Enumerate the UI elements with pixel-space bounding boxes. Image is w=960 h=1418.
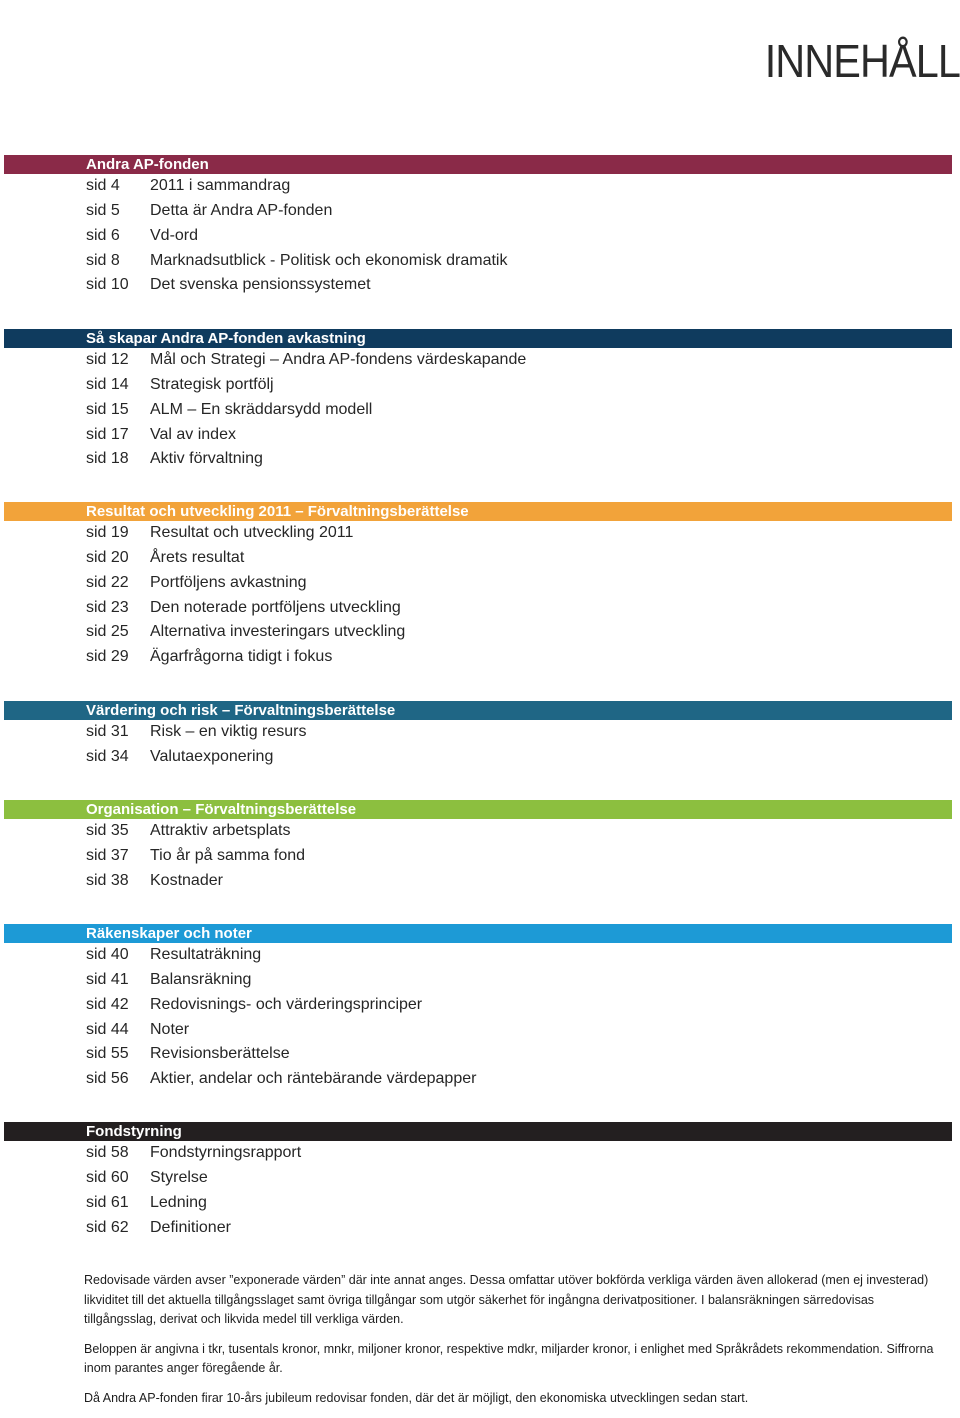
page-number: sid 18 xyxy=(86,450,129,468)
entry-list xyxy=(4,174,952,298)
toc-entry[interactable] xyxy=(4,521,952,546)
entry-list xyxy=(4,819,952,894)
section-heading: Andra AP-fonden xyxy=(4,155,952,174)
page-title: INNEHÅLL xyxy=(764,34,960,87)
page-number: sid 6 xyxy=(86,226,120,244)
page-number: sid 10 xyxy=(86,276,129,294)
page-number: sid 58 xyxy=(86,1144,129,1161)
toc-entry[interactable] xyxy=(4,993,952,1018)
entry-label: Revisionsberättelse xyxy=(150,1045,290,1063)
page-number: sid 37 xyxy=(86,846,129,864)
toc-entry[interactable] xyxy=(4,546,952,571)
page-number: sid 42 xyxy=(86,995,129,1013)
toc-entry[interactable] xyxy=(4,423,952,448)
entry-label: Attraktiv arbetsplats xyxy=(150,822,291,839)
page-number: sid 14 xyxy=(86,375,129,393)
toc-entry[interactable] xyxy=(4,596,952,621)
entry-label: Valutaexponering xyxy=(150,747,274,765)
toc-entry[interactable] xyxy=(4,1166,952,1191)
page-number: sid 20 xyxy=(86,548,129,566)
entry-label: Aktier, andelar och räntebärande värdepapper xyxy=(150,1070,477,1088)
section-heading: Så skapar Andra AP-fonden avkastning xyxy=(4,329,952,348)
page-number: sid 35 xyxy=(86,822,129,839)
toc-entry[interactable] xyxy=(4,348,952,373)
toc-entry[interactable] xyxy=(4,943,952,968)
entry-label: Portföljens avkastning xyxy=(150,573,307,591)
toc-entry[interactable] xyxy=(4,398,952,423)
section-fondstyrning xyxy=(4,1122,952,1240)
page-number: sid 40 xyxy=(86,946,129,963)
entry-label: Aktiv förvaltning xyxy=(150,450,263,468)
entry-label: Balansräkning xyxy=(150,970,252,988)
entry-label: Marknadsutblick - Politisk och ekonomisk dramatik xyxy=(150,251,508,269)
entry-label: Det svenska pensionssystemet xyxy=(150,276,371,294)
toc-entry[interactable] xyxy=(4,224,952,249)
page-number: sid 5 xyxy=(86,201,120,219)
entry-label: Val av index xyxy=(150,425,236,443)
footnotes xyxy=(84,1271,940,1418)
entry-label: Risk – en viktig resurs xyxy=(150,723,307,740)
entry-label: Styrelse xyxy=(150,1168,208,1186)
toc-entry[interactable] xyxy=(4,819,952,844)
section-andra-ap-fonden xyxy=(4,155,952,298)
section-sa-skapar-avkastning xyxy=(4,329,952,472)
toc-entry[interactable] xyxy=(4,869,952,894)
page-number: sid 41 xyxy=(86,970,129,988)
entry-label: Strategisk portfölj xyxy=(150,375,274,393)
toc-entry[interactable] xyxy=(4,447,952,472)
toc-entry[interactable] xyxy=(4,1067,952,1092)
toc-entry[interactable] xyxy=(4,273,952,298)
toc-entry[interactable] xyxy=(4,620,952,645)
toc-entry[interactable] xyxy=(4,373,952,398)
toc-entry[interactable] xyxy=(4,720,952,745)
toc-entry[interactable] xyxy=(4,571,952,596)
page-number: sid 56 xyxy=(86,1070,129,1088)
toc-entry[interactable] xyxy=(4,199,952,224)
toc-entry[interactable] xyxy=(4,1141,952,1166)
toc-entry[interactable] xyxy=(4,1191,952,1216)
toc-entry[interactable] xyxy=(4,745,952,770)
toc-entry[interactable] xyxy=(4,968,952,993)
page-number: sid 23 xyxy=(86,598,129,616)
toc-entry[interactable] xyxy=(4,249,952,274)
entry-list xyxy=(4,348,952,472)
page-number: sid 4 xyxy=(86,177,120,194)
page-number: sid 61 xyxy=(86,1193,129,1211)
footnote-exposed-values: Redovisade värden avser ”exponerade värden” där inte annat anges. Dessa omfattar utöver bokförda verkliga värden även allokerad (men ej investerad) likviditet till det aktuella tillgångsslaget samt övriga tillgångar som utgör säkerhet för ingångna derivatpositioner. I balansräkningen särredovisas tillgångsslag, derivat och likvida medel till verkliga värden. xyxy=(84,1273,929,1326)
page-number: sid 62 xyxy=(86,1218,129,1236)
footnote-amounts: Beloppen är angivna i tkr, tusentals kronor, mnkr, miljoner kronor, respektive mdkr, miljarder kronor, i enlighet med Språkrådets rekommendation. Siffrorna inom parantes anger föregående år. xyxy=(84,1341,934,1375)
entry-label: Fondstyrningsrapport xyxy=(150,1144,302,1161)
section-rakenskaper-och-noter xyxy=(4,924,952,1092)
entry-label: Definitioner xyxy=(150,1218,231,1236)
section-vardering-och-risk xyxy=(4,701,952,770)
toc-entry[interactable] xyxy=(4,1042,952,1067)
entry-label: Den noterade portföljens utveckling xyxy=(150,598,401,616)
section-heading: Resultat och utveckling 2011 – Förvaltningsberättelse xyxy=(4,502,952,521)
page-number: sid 12 xyxy=(86,351,129,368)
page-number: sid 8 xyxy=(86,251,120,269)
page-number: sid 55 xyxy=(86,1045,129,1063)
section-organisation xyxy=(4,800,952,894)
entry-label: Årets resultat xyxy=(150,548,245,566)
toc-entry[interactable] xyxy=(4,1216,952,1241)
entry-label: Alternativa investeringars utveckling xyxy=(150,623,406,641)
page-number: sid 31 xyxy=(86,723,129,740)
entry-label: Vd-ord xyxy=(150,226,199,244)
page-number: sid 44 xyxy=(86,1020,129,1038)
page-number: sid 22 xyxy=(86,573,129,591)
page-number: sid 25 xyxy=(86,623,129,641)
section-heading: Fondstyrning xyxy=(4,1122,952,1141)
entry-label: Ledning xyxy=(150,1193,207,1211)
entry-label: Detta är Andra AP-fonden xyxy=(150,201,333,219)
section-heading: Organisation – Förvaltningsberättelse xyxy=(4,800,952,819)
toc-entry[interactable] xyxy=(4,1018,952,1043)
footnote-jubilee: Då Andra AP-fonden firar 10-års jubileum redovisar fonden, där det är möjligt, den ekonomiska utvecklingen sedan start. xyxy=(84,1390,749,1405)
entry-list xyxy=(4,943,952,1092)
entry-label: Mål och Strategi – Andra AP-fondens värdeskapande xyxy=(150,351,527,368)
page-number: sid 15 xyxy=(86,400,129,418)
section-resultat-och-utveckling xyxy=(4,502,952,670)
page-number: sid 29 xyxy=(86,648,129,666)
entry-label: Tio år på samma fond xyxy=(150,846,306,864)
entry-label: Noter xyxy=(150,1020,190,1038)
page-number: sid 34 xyxy=(86,747,129,765)
entry-list xyxy=(4,720,952,770)
entry-label: 2011 i sammandrag xyxy=(150,177,291,194)
page-number: sid 38 xyxy=(86,871,129,889)
entry-label: Redovisnings- och värderingsprinciper xyxy=(150,995,423,1013)
section-heading: Räkenskaper och noter xyxy=(4,924,952,943)
entry-label: Kostnader xyxy=(150,871,223,889)
entry-label: ALM – En skräddarsydd modell xyxy=(150,400,373,418)
toc-entry[interactable] xyxy=(4,174,952,199)
page-number: sid 60 xyxy=(86,1168,129,1186)
page-number: sid 17 xyxy=(86,425,129,443)
section-heading: Värdering och risk – Förvaltningsberättelse xyxy=(4,701,952,720)
page-number: sid 19 xyxy=(86,524,129,541)
entry-list xyxy=(4,521,952,670)
toc-entry[interactable] xyxy=(4,645,952,670)
entry-label: Resultaträkning xyxy=(150,946,262,963)
entry-label: Resultat och utveckling 2011 xyxy=(150,524,354,541)
toc-entry[interactable] xyxy=(4,844,952,869)
entry-label: Ägarfrågorna tidigt i fokus xyxy=(150,648,333,666)
entry-list xyxy=(4,1141,952,1240)
